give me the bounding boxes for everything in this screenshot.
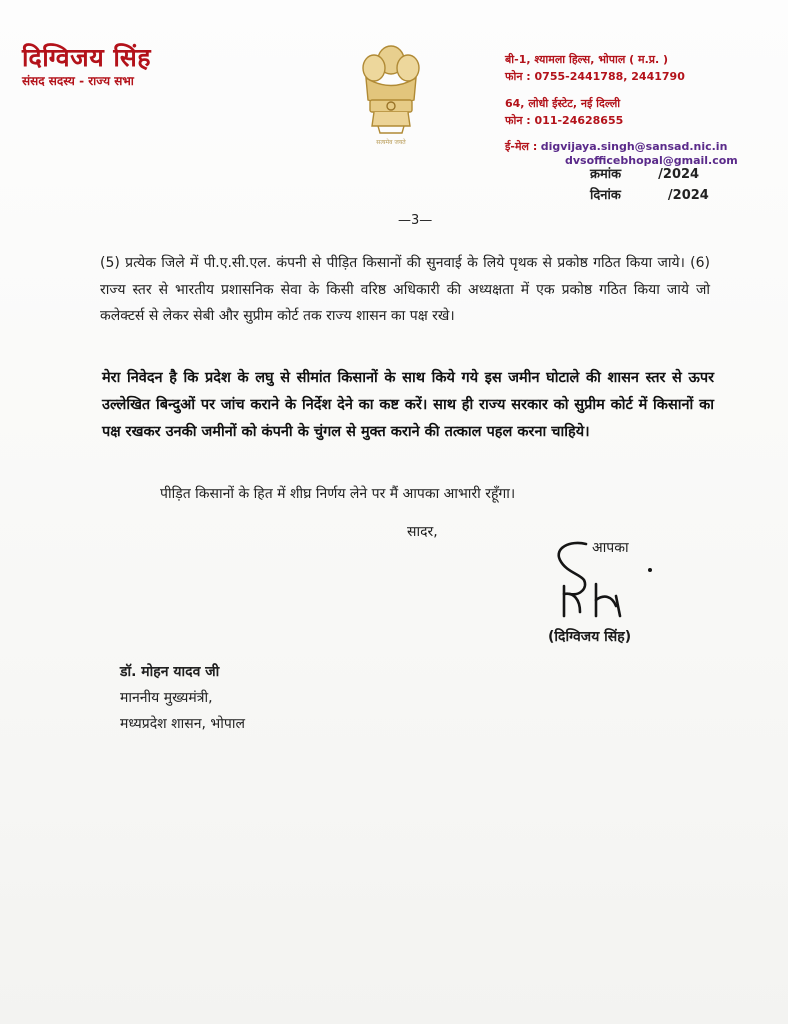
email-line [505, 139, 727, 154]
address-delhi: 64, लोधी ईस्टेट, नई दिल्ली [505, 97, 621, 110]
address-bhopal: बी-1, श्यामला हिल्स, भोपाल ( म.प्र. ) [505, 53, 669, 66]
date-value: /2024 [667, 188, 709, 203]
addressee-office: मध्यप्रदेश शासन, भोपाल [120, 716, 245, 732]
handwritten-signature [540, 530, 660, 640]
emblem-motto: सत्यमेव जयते [376, 139, 406, 146]
phone-delhi [505, 113, 623, 128]
phone-label: फोन : [505, 70, 531, 83]
phone-value: 0755-2441788, 2441790 [534, 70, 685, 83]
email-label: ई-मेल : [505, 140, 538, 153]
sender-name: दिग्विजय सिंह [22, 43, 152, 72]
closing-salutation: सादर, [407, 524, 438, 540]
ref-value: /2024 [658, 167, 700, 182]
closing-yours: आपका [592, 540, 629, 556]
paragraph-points: (5) प्रत्येक जिले में पी.ए.सी.एल. कंपनी से पीड़ित किसानों की सुनवाई के लिये पृथक से प्रकोष्ठ गठित किया जाये। (6) राज्य स्तर से भारतीय प्रशासनिक सेवा के किसी वरिष्ठ अधिकारी की अध्यक्षता में एक प्रकोष्ठ गठित किया जाये जो कलेक्टर्स से लेकर सेबी और सुप्रीम कोर्ट तक राज्य शासन का पक्ष रखे। [100, 255, 710, 324]
phone-label: फोन : [505, 114, 531, 127]
page-number: —3— [398, 213, 433, 228]
sender-title: संसद सदस्य - राज्य सभा [22, 74, 134, 88]
ref-label: क्रमांक [590, 167, 622, 182]
email-secondary: dvsofficebhopal@gmail.com [565, 154, 738, 167]
reference-number [590, 164, 699, 182]
date-label: दिनांक [590, 188, 621, 203]
signer-name: (दिग्विजय सिंह) [548, 629, 632, 645]
national-emblem-icon [350, 38, 432, 148]
addressee-designation: माननीय मुख्यमंत्री, [120, 690, 213, 706]
email-primary: digvijaya.singh@sansad.nic.in [540, 140, 728, 153]
paragraph-request: मेरा निवेदन है कि प्रदेश के लघु से सीमांत किसानों के साथ किये गये इस जमीन घोटाले की शासन स्तर से ऊपर उल्लेखित बिन्दुओं पर जांच कराने के निर्देश देने का कष्ट करें। साथ ही राज्य सरकार को सुप्रीम कोर्ट में किसानों का पक्ष रखकर उनकी जमीनों को कंपनी के चुंगल से मुक्त कराने की तत्काल पहल करना चाहिये। [102, 370, 714, 440]
paragraph-thanks: पीड़ित किसानों के हित में शीघ्र निर्णय लेने पर मैं आपका आभारी रहूँगा। [160, 486, 516, 502]
phone-value: 011-24628655 [534, 114, 624, 127]
addressee-name: डॉ. मोहन यादव जी [120, 664, 220, 680]
phone-bhopal [505, 69, 685, 84]
letter-date [590, 185, 709, 203]
